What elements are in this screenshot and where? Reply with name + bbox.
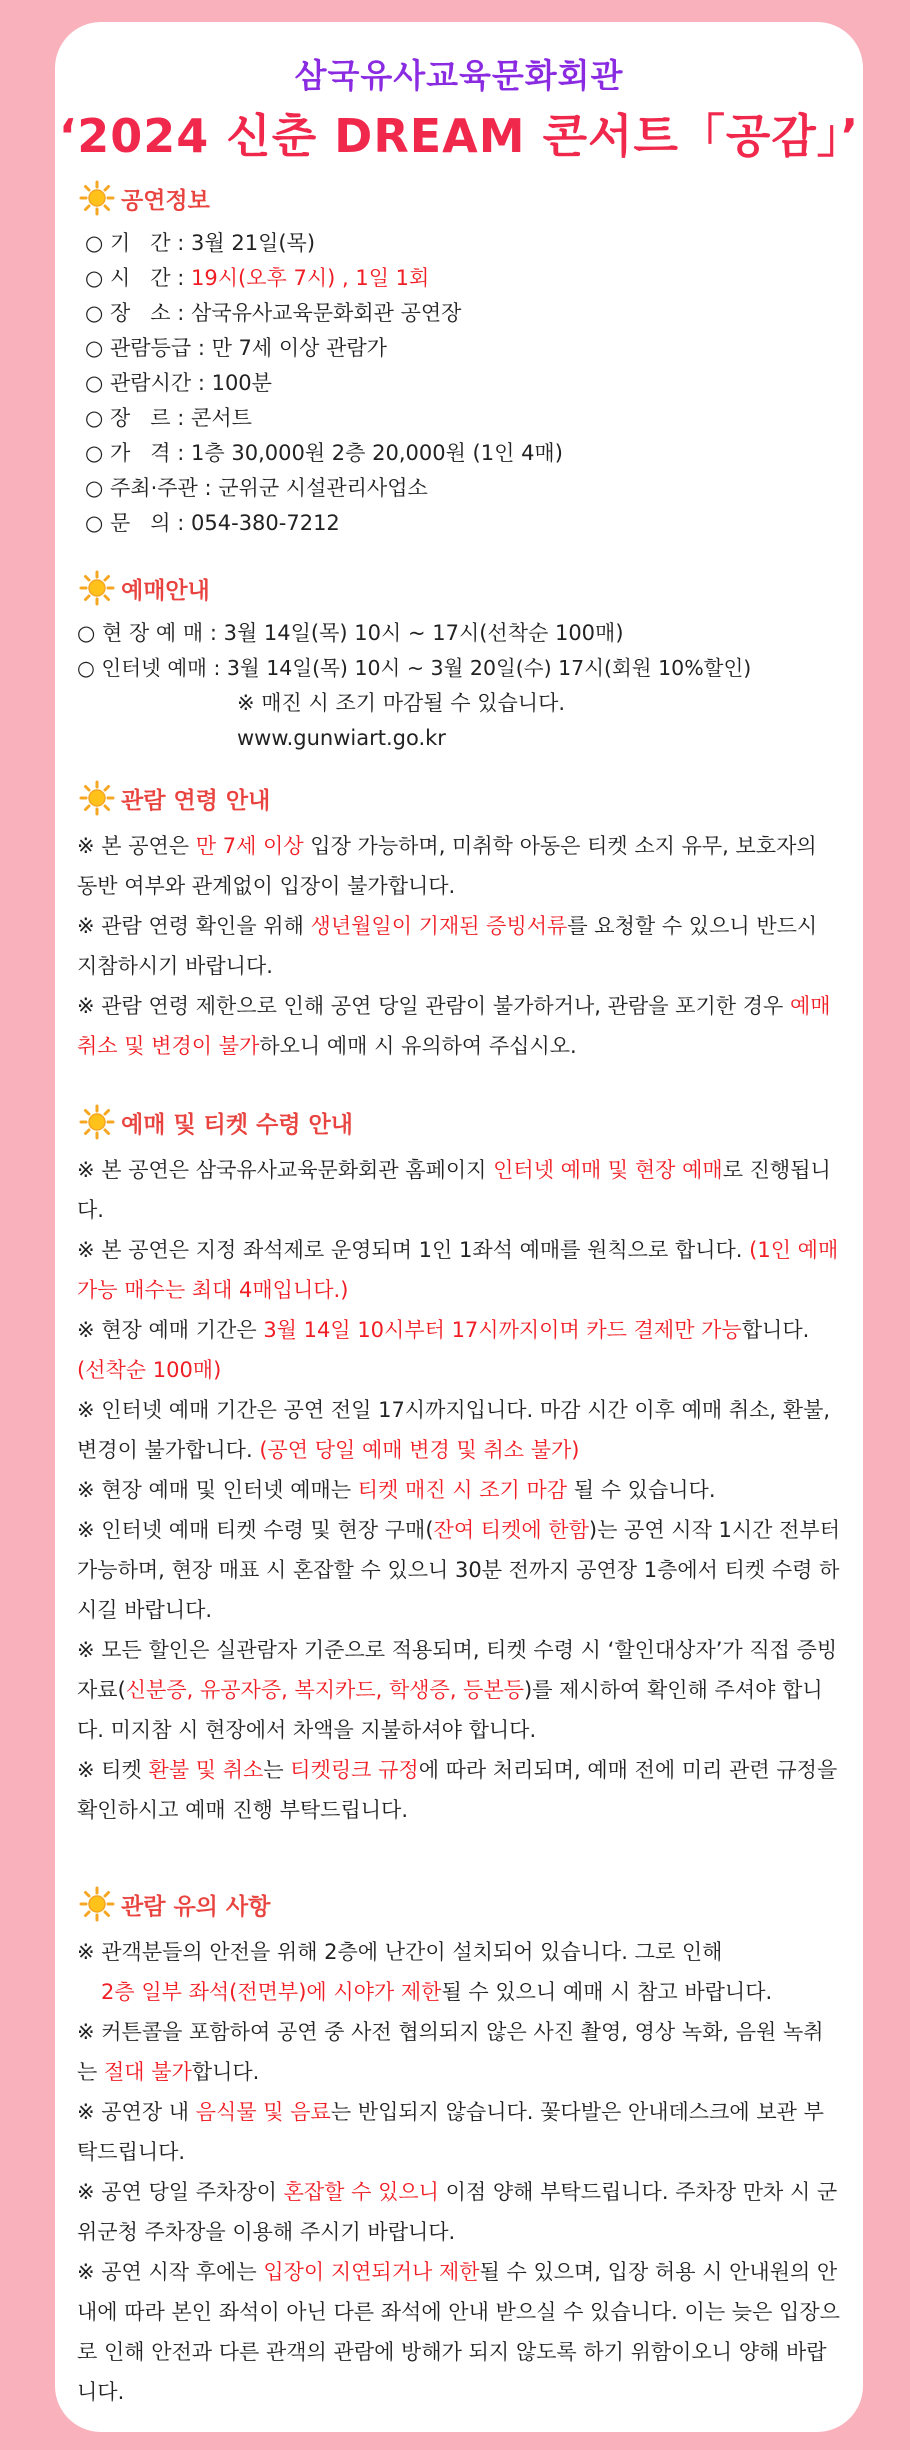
caution-note-5: ※ 공연 시작 후에는 입장이 지연되거나 제한될 수 있으며, 입장 허용 시 안내원의 안내에 따라 본인 좌석이 아닌 다른 좌석에 안내 받으실 수 있습니다. 이는 늦은 입장으로 인해 안전과 다른 관객의 관람에 방해가 되지 않도록 하기 위함이오니 양해 바랍니다. [77, 2260, 840, 2404]
sun-icon [79, 780, 115, 816]
section-title: 공연정보 [121, 187, 210, 214]
caution-note-1: ※ 관객분들의 안전을 위해 2층에 난간이 설치되어 있습니다. 그로 인해 2층 일부 좌석(전면부)에 시야가 제한될 수 있으니 예매 시 참고 바랍니다. [77, 1940, 773, 2004]
ticket-note-3: ※ 현장 예매 기간은 3월 14일 10시부터 17시까지이며 카드 결제만 가능합니다. (선착순 100매) [77, 1318, 810, 1382]
sun-icon [79, 1886, 115, 1922]
sun-icon [79, 570, 115, 606]
section-title: 예매안내 [121, 577, 210, 604]
organizer-title: 삼국유사교육문화회관 [294, 56, 624, 95]
section-title: 관람 연령 안내 [121, 787, 271, 814]
caution-note-3: ※ 공연장 내 음식물 및 음료는 반입되지 않습니다. 꽃다발은 안내데스크에 보관 부탁드립니다. [77, 2100, 824, 2164]
age-note-2: ※ 관람 연령 확인을 위해 생년월일이 기재된 증빙서류를 요청할 수 있으니 반드시 지참하시기 바랍니다. [77, 914, 818, 978]
section-caution [77, 1886, 841, 2412]
age-note-3: ※ 관람 연령 제한으로 인해 공연 당일 관람이 불가하거나, 관람을 포기한 경우 예매 취소 및 변경이 불가하오니 예매 시 유의하여 주십시오. [77, 994, 831, 1058]
ticket-note-5: ※ 현장 예매 및 인터넷 예매는 티켓 매진 시 조기 마감 될 수 있습니다. [77, 1478, 716, 1502]
info-row-contact: ○ 문 의 : 054-380-7212 [85, 511, 340, 535]
ticket-note-4: ※ 인터넷 예매 기간은 공연 전일 17시까지입니다. 마감 시간 이후 예매 취소, 환불, 변경이 불가합니다. (공연 당일 예매 변경 및 취소 불가) [77, 1398, 831, 1462]
concert-title: ‘2024 신춘 DREAM 콘서트「공감」’ [58, 109, 860, 163]
ticket-note-1: ※ 본 공연은 삼국유사교육문화회관 홈페이지 인터넷 예매 및 현장 예매로 진행됩니다. [77, 1158, 831, 1222]
info-row-period: ○ 기 간 : 3월 21일(목) [85, 231, 316, 255]
info-row-genre: ○ 장 르 : 콘서트 [85, 406, 252, 430]
booking-online: ○ 인터넷 예매 : 3월 14일(목) 10시 ~ 3월 20일(수) 17시(회원 10%할인) [77, 656, 752, 680]
section-age-guide [77, 780, 841, 1066]
info-row-time: ○ 시 간 : 19시(오후 7시) , 1일 1회 [85, 266, 430, 290]
ticket-note-7: ※ 모든 할인은 실관람자 기준으로 적용되며, 티켓 수령 시 ‘할인대상자’가 직접 증빙자료(신분증, 유공자증, 복지카드, 학생증, 등본등)를 제시하여 확인해 주셔야 합니다. 미지참 시 현장에서 차액을 지불하셔야 합니다. [77, 1638, 838, 1742]
ticket-note-6: ※ 인터넷 예매 티켓 수령 및 현장 구매(잔여 티켓에 한함)는 공연 시작 1시간 전부터 가능하며, 현장 매표 시 혼잡할 수 있으니 30분 전까지 공연장 1층에서 티켓 수령 하시길 바랍니다. [77, 1518, 841, 1622]
info-row-duration: ○ 관람시간 : 100분 [85, 371, 272, 395]
booking-onsite: ○ 현 장 예 매 : 3월 14일(목) 10시 ~ 17시(선착순 100매) [77, 621, 624, 645]
ticket-note-2: ※ 본 공연은 지정 좌석제로 운영되며 1인 1좌석 예매를 원칙으로 합니다. (1인 예매 가능 매수는 최대 4매입니다.) [77, 1238, 839, 1302]
booking-url-link[interactable]: www.gunwiart.go.kr [237, 726, 446, 750]
age-note-1: ※ 본 공연은 만 7세 이상 입장 가능하며, 미취학 아동은 티켓 소지 유무, 보호자의 동반 여부와 관계없이 입장이 불가합니다. [77, 834, 817, 898]
ticket-note-8: ※ 티켓 환불 및 취소는 티켓링크 규정에 따라 처리되며, 예매 전에 미리 관련 규정을 확인하시고 예매 진행 부탁드립니다. [77, 1758, 838, 1822]
sun-icon [79, 1104, 115, 1140]
info-row-host: ○ 주최·주관 : 군위군 시설관리사업소 [85, 476, 428, 500]
section-booking-info [77, 570, 841, 756]
caution-note-4: ※ 공연 당일 주차장이 혼잡할 수 있으니 이점 양해 부탁드립니다. 주차장 만차 시 군위군청 주차장을 이용해 주시기 바랍니다. [77, 2180, 838, 2244]
caution-note-2: ※ 커튼콜을 포함하여 공연 중 사전 협의되지 않은 사진 촬영, 영상 녹화, 음원 녹취는 절대 불가합니다. [77, 2020, 824, 2084]
notice-card [55, 22, 863, 2432]
section-title: 관람 유의 사항 [121, 1893, 271, 1920]
booking-note: ※ 매진 시 조기 마감될 수 있습니다. [237, 691, 566, 715]
info-row-rating: ○ 관람등급 : 만 7세 이상 관람가 [85, 336, 387, 360]
info-row-price: ○ 가 격 : 1층 30,000원 2층 20,000원 (1인 4매) [85, 441, 563, 465]
section-ticket-guide [77, 1104, 841, 1830]
info-row-venue: ○ 장 소 : 삼국유사교육문화회관 공연장 [85, 301, 462, 325]
sun-icon [79, 180, 115, 216]
section-performance-info [77, 180, 841, 541]
section-title: 예매 및 티켓 수령 안내 [121, 1111, 353, 1138]
